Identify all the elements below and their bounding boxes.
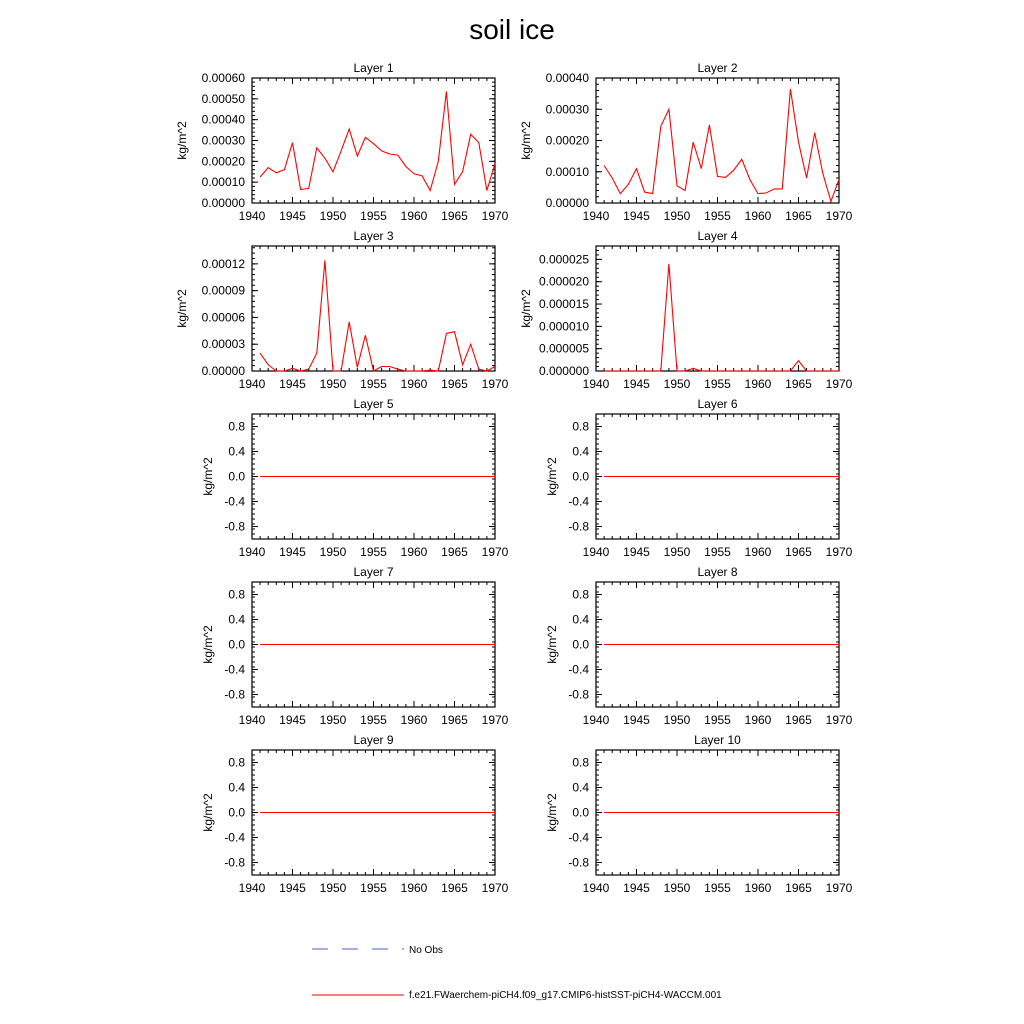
x-tick-label: 1940	[238, 545, 266, 559]
x-tick-label: 1960	[400, 545, 428, 559]
y-tick-label: 0.0	[228, 805, 245, 820]
x-tick-label: 1950	[663, 209, 691, 223]
panel-3	[175, 229, 509, 391]
y-axis-label: kg/m^2	[545, 625, 559, 664]
panel-4	[519, 229, 853, 391]
x-tick-label: 1940	[582, 545, 610, 559]
y-tick-label: -0.4	[568, 662, 589, 677]
x-tick-label: 1970	[825, 881, 853, 895]
y-tick-label: 0.8	[572, 419, 589, 434]
y-tick-label: 0.000020	[538, 274, 589, 289]
y-tick-label: 0.8	[228, 419, 245, 434]
x-tick-label: 1955	[704, 545, 731, 559]
y-tick-label: 0.00000	[201, 364, 245, 378]
x-tick-label: 1945	[623, 881, 650, 895]
panel-5	[201, 397, 509, 559]
x-tick-label: 1970	[825, 209, 853, 223]
x-tick-label: 1950	[319, 377, 347, 391]
y-tick-label: 0.8	[228, 755, 245, 770]
y-tick-label: 0.000000	[538, 364, 589, 378]
y-tick-label: -0.4	[568, 494, 589, 509]
x-tick-label: 1940	[238, 881, 266, 895]
y-tick-label: -0.8	[568, 519, 589, 534]
panel-8	[545, 565, 853, 727]
y-axis-label: kg/m^2	[175, 121, 189, 160]
panel-10	[545, 733, 853, 895]
legend	[312, 945, 722, 1001]
x-tick-label: 1945	[279, 377, 306, 391]
panel-7	[201, 565, 509, 727]
x-tick-label: 1940	[238, 209, 266, 223]
x-tick-label: 1955	[360, 377, 387, 391]
panel-title: Layer 2	[697, 61, 738, 75]
y-tick-label: -0.4	[224, 830, 245, 845]
y-tick-label: 0.00040	[201, 112, 245, 127]
y-tick-label: 0.8	[228, 587, 245, 602]
x-tick-label: 1945	[623, 545, 650, 559]
y-axis-label: kg/m^2	[519, 121, 533, 160]
y-tick-label: 0.00009	[201, 283, 245, 298]
x-tick-label: 1970	[481, 209, 509, 223]
y-tick-label: -0.8	[224, 855, 245, 870]
y-axis-label: kg/m^2	[201, 625, 215, 664]
x-tick-label: 1970	[481, 713, 509, 727]
x-tick-label: 1965	[441, 209, 468, 223]
panel-6	[545, 397, 853, 559]
x-tick-label: 1955	[360, 881, 387, 895]
x-tick-label: 1940	[582, 209, 610, 223]
y-tick-label: 0.00010	[545, 164, 589, 179]
x-tick-label: 1940	[582, 377, 610, 391]
y-tick-label: 0.00040	[545, 71, 589, 85]
x-tick-label: 1965	[785, 545, 812, 559]
y-tick-label: 0.4	[572, 780, 589, 795]
y-tick-label: 0.0	[572, 805, 589, 820]
y-tick-label: 0.8	[572, 587, 589, 602]
y-axis-label: kg/m^2	[201, 793, 215, 832]
plot-frame	[252, 78, 495, 203]
x-tick-label: 1960	[744, 881, 772, 895]
panel-2	[519, 61, 853, 223]
x-tick-label: 1955	[704, 881, 731, 895]
panel-1	[175, 61, 509, 223]
y-tick-label: 0.000025	[538, 252, 589, 267]
y-tick-label: 0.00020	[201, 154, 245, 169]
y-tick-label: -0.4	[568, 830, 589, 845]
x-tick-label: 1955	[704, 209, 731, 223]
y-tick-label: 0.00030	[201, 133, 245, 148]
x-tick-label: 1950	[663, 881, 691, 895]
x-tick-label: 1940	[238, 377, 266, 391]
x-tick-label: 1965	[785, 209, 812, 223]
y-tick-label: 0.8	[572, 755, 589, 770]
y-tick-label: 0.00003	[201, 337, 245, 352]
y-tick-label: 0.00050	[201, 91, 245, 106]
x-tick-label: 1950	[663, 545, 691, 559]
y-tick-label: 0.00000	[201, 196, 245, 210]
page-title: soil ice	[469, 14, 555, 45]
x-tick-label: 1970	[481, 881, 509, 895]
x-tick-label: 1945	[279, 713, 306, 727]
y-tick-label: 0.00006	[201, 310, 245, 325]
x-tick-label: 1960	[744, 209, 772, 223]
x-tick-label: 1970	[825, 377, 853, 391]
y-tick-label: 0.4	[228, 780, 245, 795]
x-tick-label: 1970	[481, 545, 509, 559]
x-tick-label: 1960	[400, 713, 428, 727]
y-tick-label: 0.0	[228, 469, 245, 484]
y-tick-label: 0.00010	[201, 175, 245, 190]
x-tick-label: 1950	[319, 713, 347, 727]
y-axis-label: kg/m^2	[545, 457, 559, 496]
x-tick-label: 1955	[704, 713, 731, 727]
x-tick-label: 1955	[704, 377, 731, 391]
x-tick-label: 1965	[785, 713, 812, 727]
panel-title: Layer 3	[353, 229, 394, 243]
x-tick-label: 1970	[825, 713, 853, 727]
x-tick-label: 1960	[400, 881, 428, 895]
panel-title: Layer 5	[353, 397, 394, 411]
y-tick-label: 0.0	[228, 637, 245, 652]
x-tick-label: 1960	[744, 545, 772, 559]
y-tick-label: 0.0	[572, 469, 589, 484]
y-tick-label: 0.00060	[201, 71, 245, 85]
y-tick-label: 0.00012	[201, 256, 245, 271]
x-tick-label: 1950	[663, 713, 691, 727]
y-axis-label: kg/m^2	[519, 289, 533, 328]
y-tick-label: 0.4	[572, 444, 589, 459]
series-line	[604, 89, 839, 201]
x-tick-label: 1945	[623, 713, 650, 727]
y-tick-label: 0.000005	[538, 341, 589, 356]
y-tick-label: -0.4	[224, 662, 245, 677]
y-tick-label: 0.000015	[538, 297, 589, 312]
legend-model-label: f.e21.FWaerchem-piCH4.f09_g17.CMIP6-histSST-piCH4-WACCM.001	[409, 990, 722, 1001]
y-axis-label: kg/m^2	[201, 457, 215, 496]
y-tick-label: -0.8	[224, 519, 245, 534]
x-tick-label: 1950	[319, 881, 347, 895]
series-line	[604, 264, 839, 371]
y-tick-label: -0.8	[224, 687, 245, 702]
x-tick-label: 1965	[441, 881, 468, 895]
y-tick-label: 0.00030	[545, 102, 589, 117]
x-tick-label: 1970	[825, 545, 853, 559]
y-tick-label: 0.000010	[538, 319, 589, 334]
panel-title: Layer 8	[697, 565, 738, 579]
x-tick-label: 1950	[663, 377, 691, 391]
y-tick-label: 0.4	[228, 444, 245, 459]
x-tick-label: 1965	[441, 377, 468, 391]
y-axis-label: kg/m^2	[175, 289, 189, 328]
plot-frame	[252, 246, 495, 371]
x-tick-label: 1945	[279, 209, 306, 223]
x-tick-label: 1940	[582, 881, 610, 895]
x-tick-label: 1965	[441, 713, 468, 727]
x-tick-label: 1965	[441, 545, 468, 559]
x-tick-label: 1965	[785, 377, 812, 391]
y-tick-label: 0.00020	[545, 133, 589, 148]
y-tick-label: -0.8	[568, 855, 589, 870]
x-tick-label: 1940	[238, 713, 266, 727]
series-line	[260, 92, 495, 191]
panel-title: Layer 6	[697, 397, 738, 411]
plot-frame	[596, 246, 839, 371]
x-tick-label: 1965	[785, 881, 812, 895]
y-tick-label: -0.4	[224, 494, 245, 509]
panel-title: Layer 10	[694, 733, 741, 747]
x-tick-label: 1940	[582, 713, 610, 727]
x-tick-label: 1945	[623, 377, 650, 391]
y-tick-label: 0.00000	[545, 196, 589, 210]
panel-title: Layer 1	[353, 61, 394, 75]
x-tick-label: 1960	[400, 377, 428, 391]
x-tick-label: 1945	[279, 545, 306, 559]
x-tick-label: 1945	[279, 881, 306, 895]
y-tick-label: 0.4	[572, 612, 589, 627]
x-tick-label: 1970	[481, 377, 509, 391]
x-tick-label: 1950	[319, 545, 347, 559]
series-line	[260, 260, 495, 371]
panel-title: Layer 4	[697, 229, 738, 243]
plot-frame	[596, 78, 839, 203]
x-tick-label: 1955	[360, 713, 387, 727]
y-tick-label: -0.8	[568, 687, 589, 702]
x-tick-label: 1945	[623, 209, 650, 223]
y-tick-label: 0.0	[572, 637, 589, 652]
x-tick-label: 1955	[360, 545, 387, 559]
y-axis-label: kg/m^2	[545, 793, 559, 832]
panel-title: Layer 9	[353, 733, 394, 747]
legend-no-obs-label: No Obs	[409, 945, 443, 956]
x-tick-label: 1960	[744, 377, 772, 391]
x-tick-label: 1960	[744, 713, 772, 727]
y-tick-label: 0.4	[228, 612, 245, 627]
x-tick-label: 1960	[400, 209, 428, 223]
x-tick-label: 1955	[360, 209, 387, 223]
panel-title: Layer 7	[353, 565, 394, 579]
x-tick-label: 1950	[319, 209, 347, 223]
panel-9	[201, 733, 509, 895]
